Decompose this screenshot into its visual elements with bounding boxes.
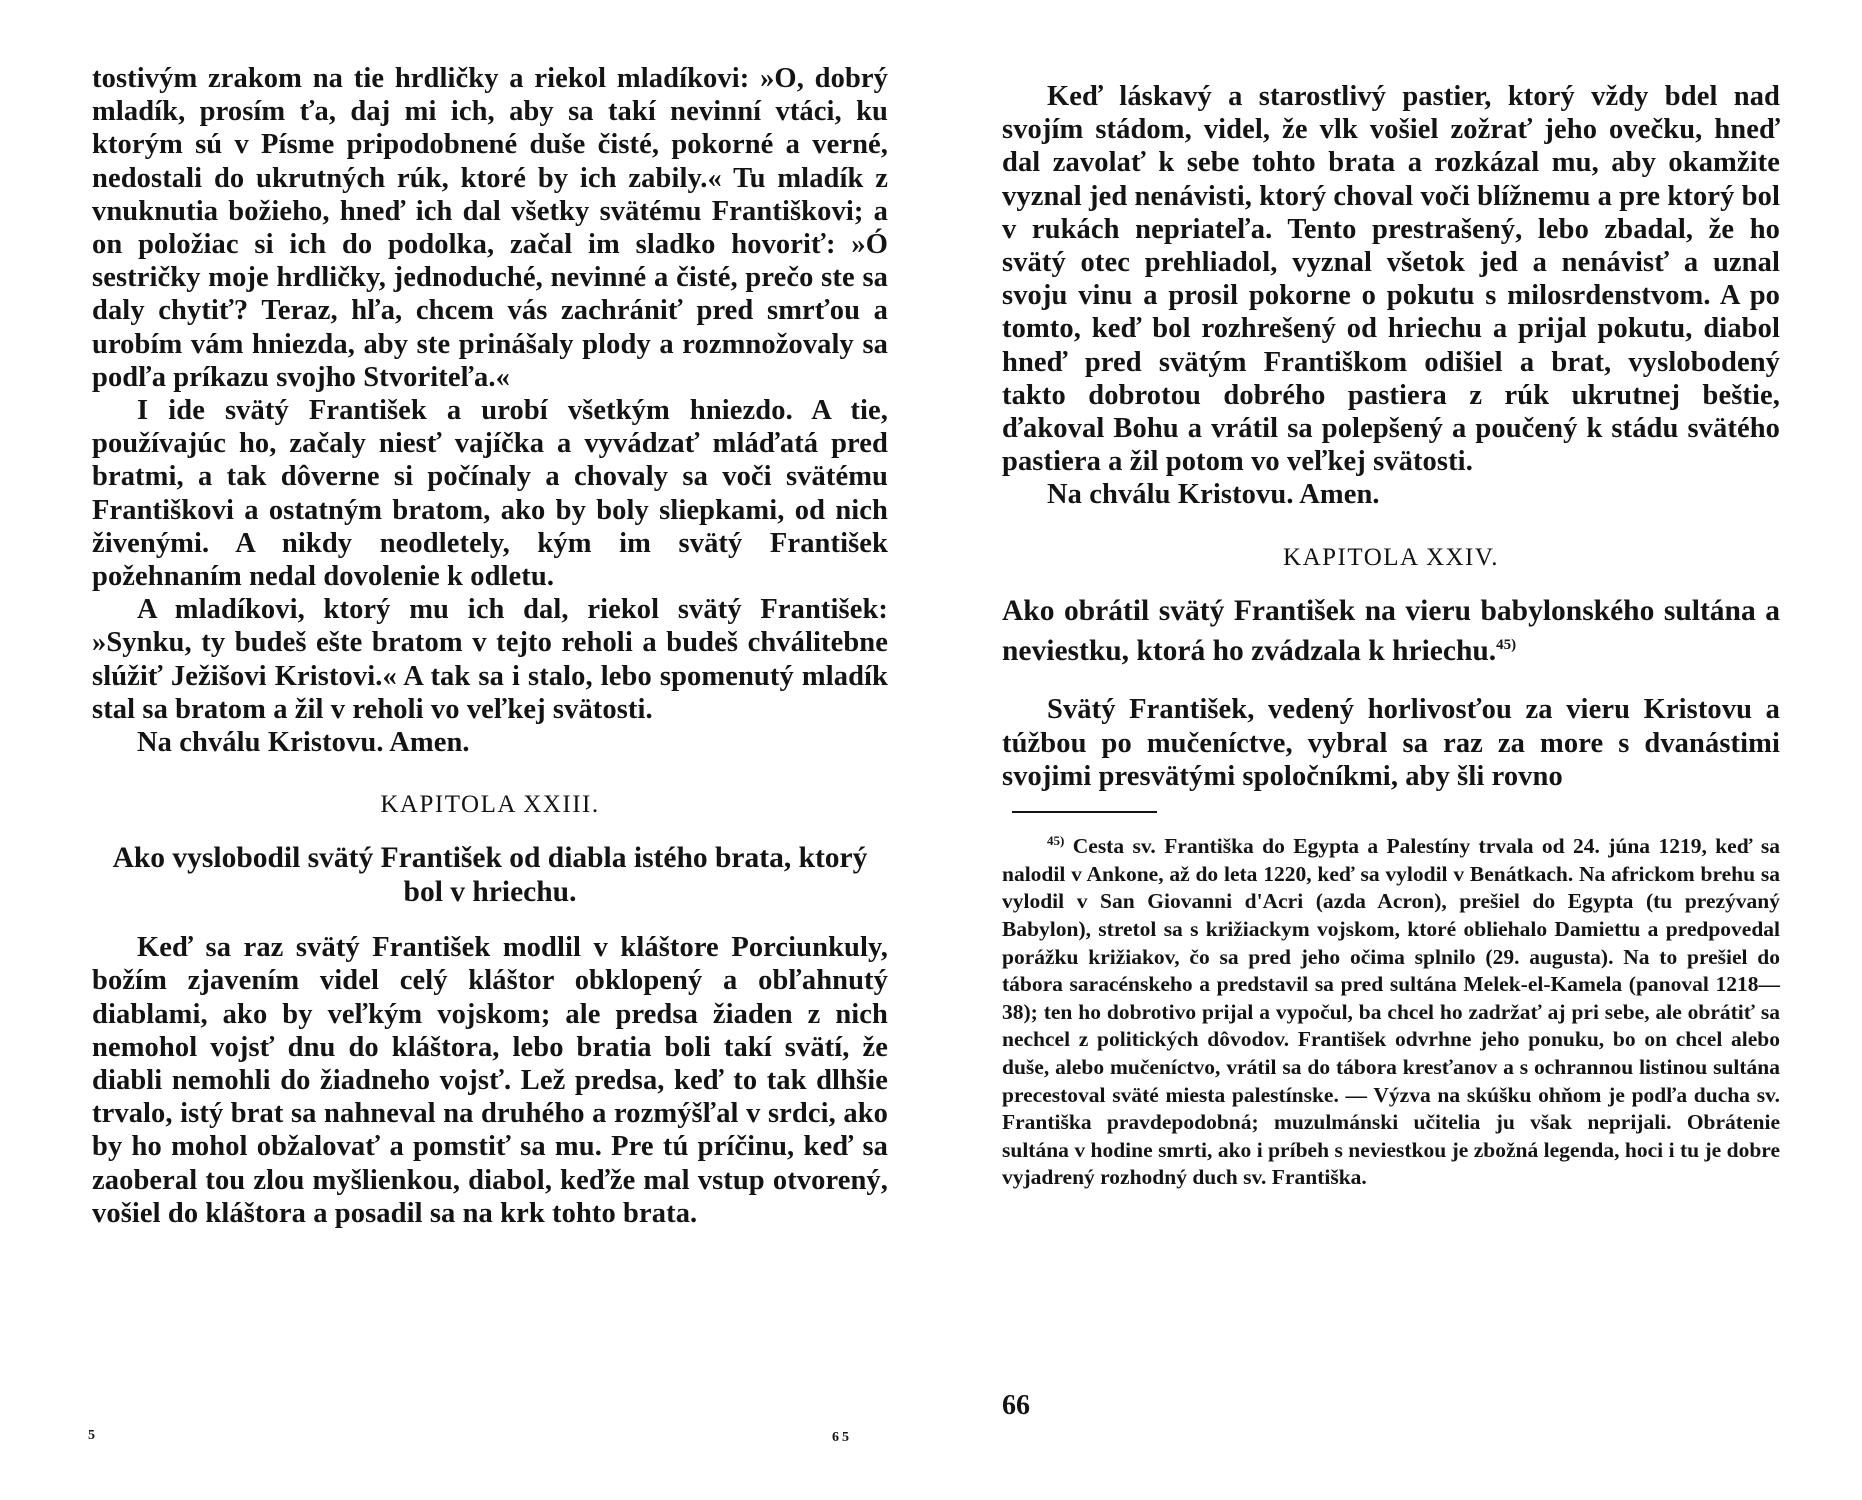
left-text-column [92,62,888,1230]
left-closing: Na chválu Kristovu. Amen. [137,727,470,759]
left-paragraph-3: A mladíkovi, ktorý mu ich dal, riekol svätý František: »Synku, ty budeš ešte bratom v tejto reholi a budeš chválitebne slúžiť Ježišovi Kristovi.« A tak sa i stalo, lebo spomenutý mladík stal sa bratom a žil v reholi vo veľkej svätosti. [92,594,888,725]
right-body [1002,80,1780,512]
right-text-column [1002,80,1780,1192]
left-paragraph-2: I ide svätý František a urobí všetkým hniezdo. A tie, používajúc ho, začaly niesť vajíčka a vyvádzať mláďatá pred bratmi, a tak dôverne si počínaly a chovaly sa voči svätému Františkovi a ostatným bratom, ako by boly sliepkami, od nich živenými. A nikdy neodletely, kým im svätý František požehnaním nedal dovolenie k odletu. [92,395,888,593]
left-page [0,0,930,1500]
page-number: 66 [1002,1390,1030,1421]
left-body [92,62,888,759]
right-paragraph-2: Svätý František, vedený horlivosťou za vieru Kristovu a túžbou po mučeníctve, vybral sa raz za more s dvanástimi svojimi presvätými spoločníkmi, aby šli rovno [1002,694,1780,792]
right-page [930,0,1862,1500]
chapter-title [1002,594,1780,668]
page-number: 65 [832,1430,852,1445]
chapter-title: Ako vyslobodil svätý František od diabla istého brata, ktorý bol v hriechu. [112,842,868,909]
footnote-reference: 45) [1496,636,1517,653]
left-paragraph-1: tostivým zrakom na tie hrdličky a riekol mladíkovi: »O, dobrý mladík, prosím ťa, daj mi ich, aby sa takí nevinní vtáci, ku ktorým sú v Písme pripodobnené duše čisté, pokorné a verné, nedostali do ukrutných rúk, ktoré by ich zabily.« Tu mladík z vnuknutia božieho, hneď ich dal všetky svätému Františkovi; a on položiac si ich do podolka, začal im sladko hovoriť: »Ó sestričky moje hrdličky, jednoduché, nevinné a čisté, prečo ste sa daly chytiť? Teraz, hľa, chcem vás zachrániť pred smrťou a urobím vám hniezda, aby ste prinášaly plody a rozmnožovaly sa podľa príkazu svojho Stvoriteľa.« [92,63,888,393]
footnote [1002,827,1780,1192]
bottom-mark: 5 [88,1428,95,1443]
chapter-number: KAPITOLA XXIV. [1283,543,1499,571]
left-body-2 [92,931,888,1230]
footnote-text: Cesta sv. Františka do Egypta a Palestíny trvala od 24. júna 1219, keď sa nalodil v Ankone, až do leta 1220, keď sa vylodil v Benátkach. Na africkom brehu sa vylodil v San Giovanni d'Acri (azda Acron), prešiel do Egypta (tu prezývaný Babylon), stretol sa s križiackym vojskom, ktoré obliehalo Damiettu a predpovedal porážku križiakov, čo sa pred jeho očima splnilo (29. augusta). Na to prešiel do tábora saracénskeho a predstavil sa pred sultána Melek-el-Kamela (panoval 1218—38); ten ho dobrotivo prijal a vypočul, ba chcel ho zadržať aj pri sebe, ale obrátiť sa nechcel z politických dôvodov. František odvrhne jeho ponuku, bo on chcel alebo duše, alebo mučeníctvo, vrátil sa do tábora kresťanov a s ochrannou listinou sultána precestoval sväté miesta palestínske. — Výzva na skúšku ohňom je podľa ducha sv. Františka pravdepodobná; muzulmánski učitelia ju však neprijali. Obrátenie sultána v hodine smrti, ako i príbeh s neviestkou je zbožná legenda, hoci i tu je dobre vyjadrený rozhodný duch sv. Františka. [1002,834,1781,1190]
chapter-number: KAPITOLA XXIII. [380,791,600,819]
footnote-divider [1012,811,1157,813]
footnote-marker: 45) [1047,833,1065,849]
left-paragraph-4: Keď sa raz svätý František modlil v kláštore Porciunkuly, božím zjavením videl celý kláštor obklopený a obľahnutý diablami, ako by veľkým vojskom; ale predsa žiaden z nich nemohol vojsť dnu do kláštora, lebo bratia boli takí svätí, že diabli nemohli do žiadneho vojsť. Lež predsa, keď to tak dlhšie trvalo, istý brat sa nahneval na druhého a rozmýšľal v srdci, ako by ho mohol obžalovať a pomstiť sa mu. Pre tú príčinu, keď sa zaoberal tou zlou myšlienkou, diabol, keďže mal vstup otvorený, vošiel do kláštora a posadil sa na krk tohto brata. [92,932,888,1229]
right-closing: Na chválu Kristovu. Amen. [1047,479,1380,511]
right-body-2 [1002,693,1780,793]
right-paragraph-1: Keď láskavý a starostlivý pastier, ktorý vždy bdel nad svojím stádom, videl, že vlk vošiel zožrať jeho ovečku, hneď dal zavolať k sebe tohto brata a rozkázal mu, aby okamžite vyznal jed nenávisti, ktorý choval voči blížnemu a pre ktorý bol v rukách nepriateľa. Tento prestrašený, lebo zbadal, že ho svätý otec prehliadol, vyznal všetok jed a nenávisť a uznal svoju vinu a prosil pokorne o pokutu s milosrdenstvom. A po tomto, keď bol rozhrešený od hriechu a prijal pokutu, diabol hneď pred svätým Františkom odišiel a brat, vyslobodený takto dobrotou dobrého pastiera z rúk ukrutnej beštie, ďakoval Bohu a vrátil sa polepšený a poučený k stádu svätého pastiera a žil potom vo veľkej svätosti. [1002,81,1780,478]
chapter-title-text: Ako obrátil svätý František na vieru babylonského sultána a neviestku, ktorá ho zvádzala k hriechu. [1002,594,1780,667]
